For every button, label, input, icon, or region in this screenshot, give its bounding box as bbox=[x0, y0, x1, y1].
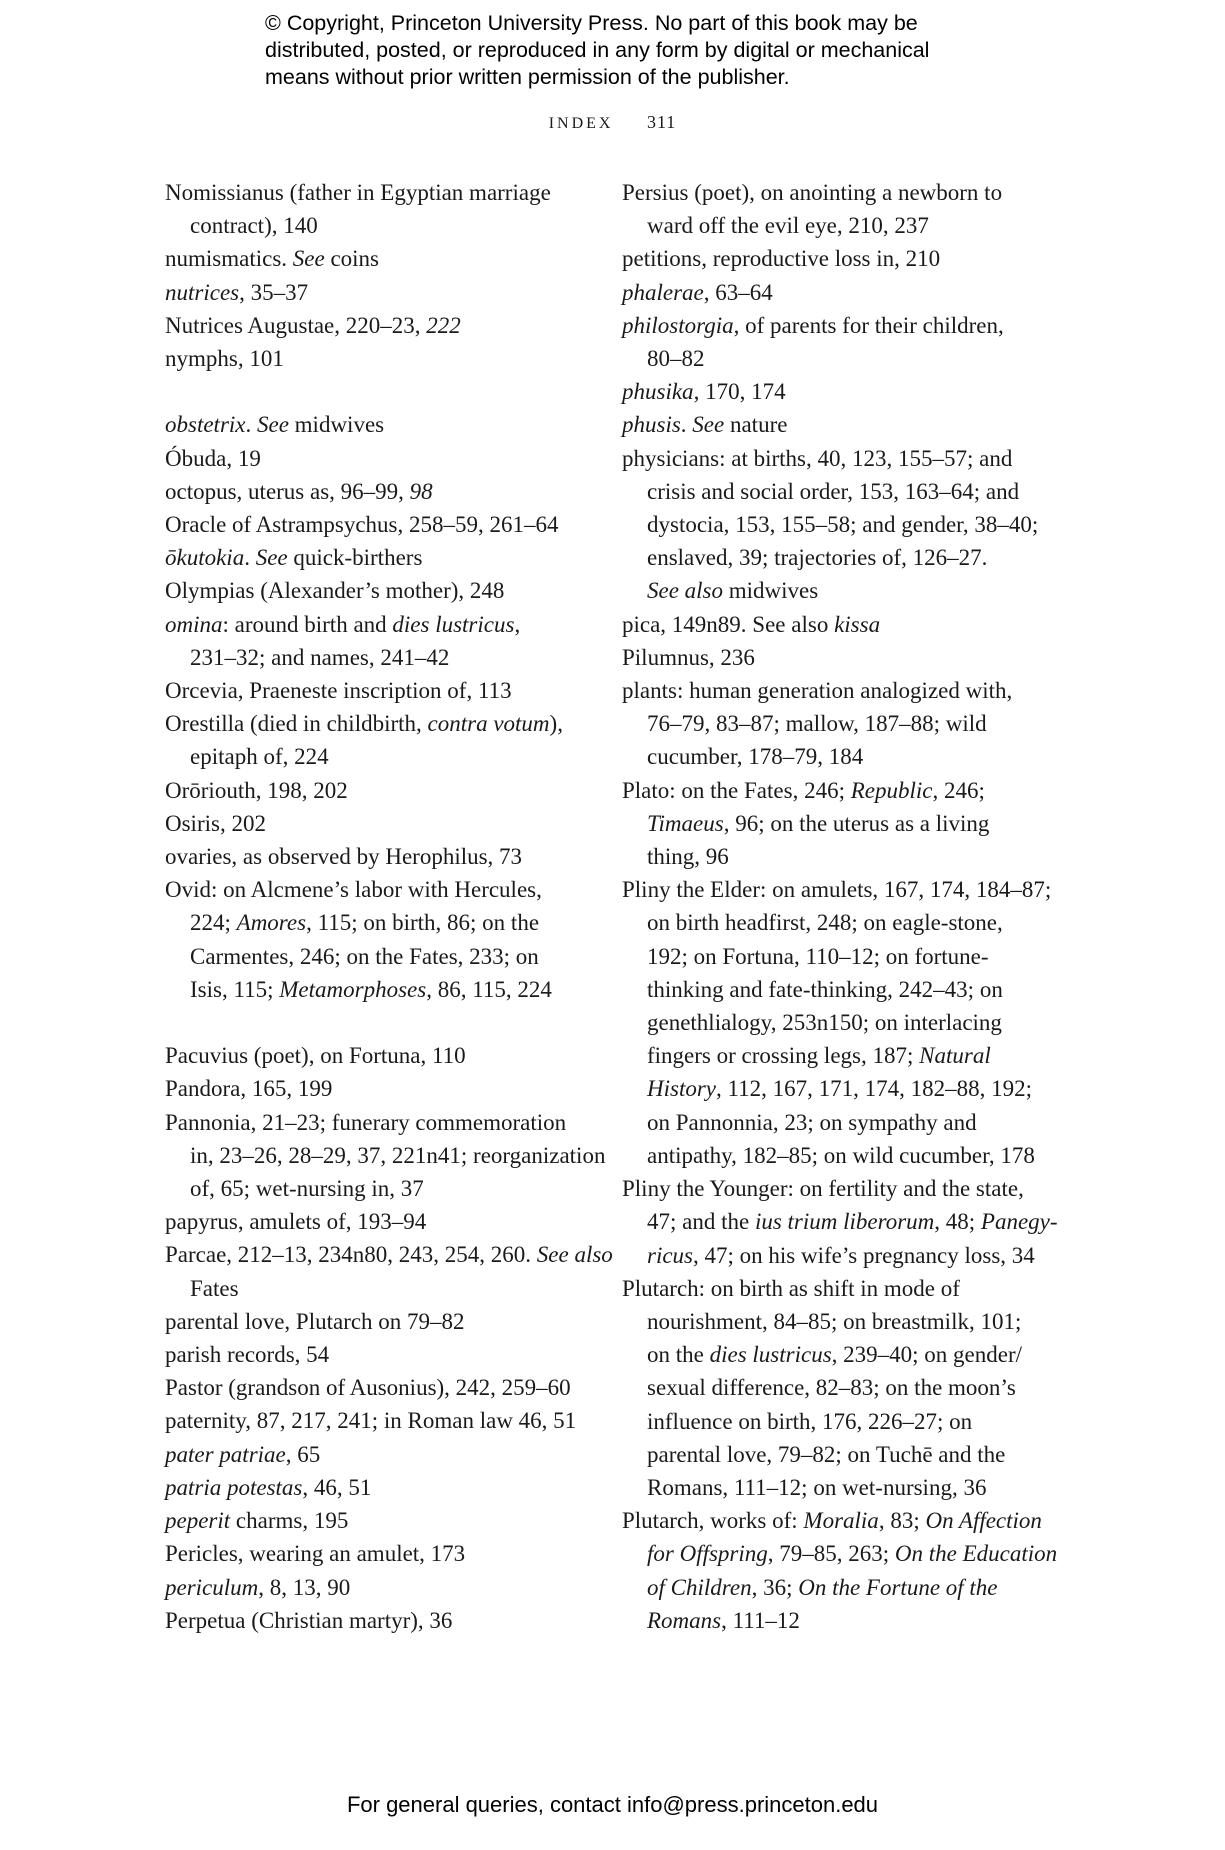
index-text-italic: contra votum bbox=[427, 711, 550, 737]
index-text: plants: human generation analogized with, bbox=[622, 678, 1013, 704]
index-entry bbox=[622, 873, 1052, 1172]
index-text: papyrus, amulets of, 193–94 bbox=[165, 1209, 427, 1235]
index-text: ), bbox=[549, 711, 563, 737]
index-entry bbox=[622, 1272, 1042, 1504]
index-text-italic: Panegy- bbox=[980, 1209, 1058, 1235]
index-entry bbox=[165, 1471, 585, 1504]
copyright-line: means without prior written permission of the publisher. bbox=[265, 65, 790, 89]
index-text: ovaries, as observed by Herophilus, 73 bbox=[165, 844, 523, 870]
index-text-italic: dies lustricus bbox=[709, 1342, 832, 1368]
index-entry bbox=[165, 1571, 585, 1604]
index-text-italic: See bbox=[257, 412, 289, 438]
index-entry bbox=[165, 1039, 585, 1072]
index-text-italic: Romans bbox=[647, 1607, 722, 1633]
index-text: midwives bbox=[288, 412, 385, 438]
index-text: quick-birthers bbox=[287, 545, 423, 571]
index-text: in, 23–26, 28–29, 37, 221n41; reorganization bbox=[190, 1142, 606, 1168]
index-text: Plato: on the Fates, 246; bbox=[622, 777, 851, 803]
index-column-left bbox=[165, 176, 613, 1637]
index-text-italic: On the Fortune of the bbox=[798, 1574, 998, 1600]
index-text: , 112, 167, 171, 174, 182–88, 192; bbox=[716, 1076, 1033, 1102]
index-text: , 170, 174 bbox=[693, 379, 786, 405]
index-text: Ovid: on Alcmene’s labor with Hercules, bbox=[165, 877, 542, 903]
index-text: antipathy, 182–85; on wild cucumber, 178 bbox=[647, 1142, 1035, 1168]
index-text: Pliny the Elder: on amulets, 167, 174, 184–87; bbox=[622, 877, 1052, 903]
index-text: nourishment, 84–85; on breastmilk, 101; bbox=[647, 1308, 1022, 1334]
index-text: genethlialogy, 253n150; on interlacing bbox=[647, 1010, 1002, 1036]
footer-contact: For general queries, contact info@press.princeton.edu bbox=[346, 1792, 879, 1817]
index-entry bbox=[165, 276, 585, 309]
index-text: 224; bbox=[190, 910, 237, 936]
index-text: , 86, 115, 224 bbox=[426, 976, 552, 1002]
index-text-italic: phusika bbox=[622, 379, 694, 405]
index-text: Orestilla (died in childbirth, bbox=[165, 711, 428, 737]
index-text: on birth headfirst, 248; on eagle-stone, bbox=[647, 910, 1003, 936]
index-text: Olympias (Alexander’s mother), 248 bbox=[165, 578, 505, 604]
index-text: octopus, uterus as, 96–99, bbox=[165, 478, 410, 504]
index-text: Pandora, 165, 199 bbox=[165, 1076, 333, 1102]
index-text-italic: ōkutokia bbox=[165, 545, 245, 571]
index-text: , 65 bbox=[285, 1441, 321, 1467]
index-text: Persius (poet), on anointing a newborn to bbox=[622, 180, 1003, 205]
index-text: Orcevia, Praeneste inscription of, 113 bbox=[165, 678, 512, 704]
index-text: 47; and the bbox=[647, 1209, 755, 1235]
index-entry bbox=[165, 1106, 606, 1206]
index-entry bbox=[165, 1537, 585, 1570]
index-text: nature bbox=[724, 412, 788, 438]
index-text: , 63–64 bbox=[703, 279, 773, 305]
index-text: , 239–40; on gender/ bbox=[831, 1342, 1022, 1368]
index-text: coins bbox=[324, 246, 380, 272]
index-text: sexual difference, 82–83; on the moon’s bbox=[647, 1375, 1016, 1401]
index-text-italic: peperit bbox=[165, 1508, 231, 1534]
index-text: midwives bbox=[723, 578, 819, 604]
index-text: , 48; bbox=[934, 1209, 981, 1235]
index-text: Perpetua (Christian martyr), 36 bbox=[165, 1607, 453, 1633]
index-text: Nomissianus (father in Egyptian marriage bbox=[165, 180, 551, 205]
index-text-italic: ricus bbox=[647, 1242, 693, 1268]
index-text: cucumber, 178–79, 184 bbox=[647, 744, 864, 770]
index-text-italic: On the Education bbox=[894, 1541, 1058, 1567]
index-column-right bbox=[622, 176, 1058, 1637]
index-text: Pacuvius (poet), on Fortuna, 110 bbox=[165, 1043, 466, 1069]
index-text-italic: See also bbox=[536, 1242, 613, 1268]
index-text-italic: Metamorphoses bbox=[279, 976, 427, 1002]
index-text: on the bbox=[647, 1342, 710, 1368]
index-entry bbox=[622, 309, 1042, 375]
index-entry bbox=[622, 375, 1042, 408]
section-break bbox=[165, 1006, 585, 1039]
index-entry bbox=[165, 707, 585, 773]
index-entry bbox=[165, 1338, 585, 1371]
index-text: enslaved, 39; trajectories of, 126–27. bbox=[647, 545, 988, 571]
index-entry bbox=[622, 408, 1042, 441]
index-text: 76–79, 83–87; mallow, 187–88; wild bbox=[647, 711, 987, 737]
index-text-italic: patria potestas bbox=[165, 1474, 303, 1500]
index-entry bbox=[165, 608, 585, 674]
index-entry bbox=[165, 674, 585, 707]
index-text: crisis and social order, 153, 163–64; and bbox=[647, 478, 1020, 504]
index-text: , bbox=[514, 611, 521, 637]
index-text: . bbox=[245, 412, 257, 438]
index-entry bbox=[165, 1072, 585, 1105]
index-text: . bbox=[244, 545, 256, 571]
index-text: , 111–12 bbox=[721, 1607, 800, 1633]
index-text: influence on birth, 176, 226–27; on bbox=[647, 1408, 973, 1434]
index-text: parental love, 79–82; on Tuchē and the bbox=[647, 1441, 1006, 1467]
index-text: Oracle of Astrampsychus, 258–59, 261–64 bbox=[165, 512, 559, 538]
index-text-italic: periculum bbox=[165, 1574, 259, 1600]
index-text: , 35–37 bbox=[239, 279, 309, 305]
index-entry bbox=[165, 807, 585, 840]
index-text-italic: 98 bbox=[409, 478, 433, 504]
index-text-italic: See bbox=[692, 412, 725, 438]
index-text-italic: nutrices bbox=[165, 279, 240, 305]
index-text: Orōriouth, 198, 202 bbox=[165, 777, 348, 803]
index-entry bbox=[165, 840, 585, 873]
section-break bbox=[165, 375, 585, 408]
index-text: paternity, 87, 217, 241; in Roman law 46, 51 bbox=[165, 1408, 577, 1434]
index-entry bbox=[165, 1438, 585, 1471]
index-entry bbox=[165, 1371, 585, 1404]
index-text: parish records, 54 bbox=[165, 1342, 330, 1368]
index-text: parental love, Plutarch on 79–82 bbox=[165, 1308, 465, 1334]
index-text: contract), 140 bbox=[190, 213, 318, 239]
index-text-italic: philostorgia bbox=[622, 312, 734, 338]
index-text-italic: kissa bbox=[834, 611, 881, 637]
index-text: , of parents for their children, bbox=[733, 312, 1004, 338]
index-text-italic: phalerae bbox=[622, 279, 704, 305]
index-text: ward off the evil eye, 210, 237 bbox=[647, 213, 929, 239]
index-text: : around birth and bbox=[222, 611, 393, 637]
index-text: Nutrices Augustae, 220–23, bbox=[165, 312, 427, 338]
index-text: Óbuda, 19 bbox=[165, 445, 261, 471]
index-text-italic: Natural bbox=[919, 1043, 991, 1069]
index-text: Isis, 115; bbox=[190, 976, 280, 1002]
index-text-italic: History bbox=[647, 1076, 716, 1102]
index-text: physicians: at births, 40, 123, 155–57; and bbox=[622, 445, 1013, 471]
index-text: , 83; bbox=[878, 1508, 926, 1534]
index-text-italic: ius trium liberorum bbox=[754, 1209, 935, 1235]
running-head bbox=[0, 112, 1225, 133]
index-entry bbox=[622, 442, 1042, 608]
index-text: 80–82 bbox=[647, 346, 705, 372]
index-text: Carmentes, 246; on the Fates, 233; on bbox=[190, 943, 539, 969]
index-text: Pilumnus, 236 bbox=[622, 644, 755, 670]
index-text: . bbox=[680, 412, 693, 438]
copyright-notice bbox=[265, 10, 1025, 91]
index-text: , 46, 51 bbox=[302, 1474, 372, 1500]
index-entry bbox=[165, 1238, 613, 1304]
index-entry bbox=[165, 242, 585, 275]
index-text: Plutarch, works of: bbox=[622, 1508, 804, 1534]
index-text: , 8, 13, 90 bbox=[258, 1574, 351, 1600]
index-entry bbox=[165, 342, 585, 375]
index-text: Pannonia, 21–23; funerary commemoration bbox=[165, 1109, 567, 1135]
index-text: of, 65; wet-nursing in, 37 bbox=[190, 1176, 424, 1202]
index-text-italic: obstetrix bbox=[165, 412, 246, 438]
index-text-italic: See bbox=[255, 545, 288, 571]
index-entry bbox=[165, 541, 585, 574]
index-text: , 115; on birth, 86; on the bbox=[306, 910, 540, 936]
index-text: , 47; on his wife’s pregnancy loss, 34 bbox=[693, 1242, 1035, 1268]
index-text: pica, 149n89. See also bbox=[622, 611, 835, 637]
index-entry bbox=[165, 408, 585, 441]
index-text: epitaph of, 224 bbox=[190, 744, 329, 770]
index-text-italic: Moralia bbox=[803, 1508, 879, 1534]
index-text: Plutarch: on birth as shift in mode of bbox=[622, 1275, 960, 1301]
index-text: on Pannonnia, 23; on sympathy and bbox=[647, 1109, 977, 1135]
index-entry bbox=[165, 442, 585, 475]
index-entry bbox=[165, 774, 585, 807]
index-text: Parcae, 212–13, 234n80, 243, 254, 260. bbox=[165, 1242, 537, 1268]
index-text: petitions, reproductive loss in, 210 bbox=[622, 246, 941, 272]
copyright-line: © Copyright, Princeton University Press. No part of this book may be bbox=[265, 11, 918, 35]
index-entry bbox=[622, 674, 1042, 774]
index-text: thing, 96 bbox=[647, 844, 729, 870]
index-text-italic: See also bbox=[647, 578, 724, 604]
index-entry bbox=[622, 774, 1042, 874]
index-text: fingers or crossing legs, 187; bbox=[647, 1043, 920, 1069]
index-entry bbox=[165, 1305, 585, 1338]
index-entry bbox=[165, 176, 585, 242]
index-entry bbox=[165, 475, 585, 508]
index-entry bbox=[165, 1205, 585, 1238]
index-text: Osiris, 202 bbox=[165, 810, 266, 836]
index-entry bbox=[165, 508, 585, 541]
index-entry bbox=[622, 242, 1042, 275]
index-entry bbox=[165, 1604, 585, 1637]
index-entry bbox=[165, 1504, 585, 1537]
index-entry bbox=[622, 176, 1042, 242]
index-text-italic: dies lustricus bbox=[392, 611, 515, 637]
index-text: nymphs, 101 bbox=[165, 346, 284, 372]
index-text-italic: of Children bbox=[647, 1574, 752, 1600]
index-text-italic: phusis bbox=[622, 412, 681, 438]
index-text: dystocia, 153, 155–58; and gender, 38–40; bbox=[647, 512, 1039, 538]
index-entry bbox=[622, 608, 1042, 641]
index-text-italic: See bbox=[292, 246, 325, 272]
index-entry bbox=[165, 873, 585, 1006]
index-text-italic: Amores bbox=[236, 910, 307, 936]
index-text-italic: Republic bbox=[850, 777, 933, 803]
index-text: numismatics. bbox=[165, 246, 293, 272]
index-text: Pericles, wearing an amulet, 173 bbox=[165, 1541, 466, 1567]
index-text: 192; on Fortuna, 110–12; on fortune- bbox=[647, 943, 989, 969]
running-head-title: INDEX bbox=[548, 115, 614, 132]
index-text: , 96; on the uterus as a living bbox=[723, 810, 990, 836]
copyright-line: distributed, posted, or reproduced in any form by digital or mechanical bbox=[265, 38, 930, 62]
index-text-italic: pater patriae bbox=[165, 1441, 286, 1467]
index-entry bbox=[165, 574, 585, 607]
index-text-italic: Timaeus bbox=[647, 810, 724, 836]
index-text: 231–32; and names, 241–42 bbox=[190, 644, 450, 670]
index-text: thinking and fate-thinking, 242–43; on bbox=[647, 976, 1003, 1002]
index-text-italic: omina bbox=[165, 611, 223, 637]
index-entry bbox=[622, 1504, 1058, 1637]
index-text: Pastor (grandson of Ausonius), 242, 259–60 bbox=[165, 1375, 571, 1401]
index-entry bbox=[165, 309, 585, 342]
index-entry bbox=[622, 641, 1042, 674]
index-text: Pliny the Younger: on fertility and the state, bbox=[622, 1176, 1024, 1202]
index-text-italic: 222 bbox=[426, 312, 461, 338]
index-text: Romans, 111–12; on wet-nursing, 36 bbox=[647, 1474, 987, 1500]
index-text: , 246; bbox=[932, 777, 985, 803]
index-text: charms, 195 bbox=[230, 1508, 349, 1534]
index-entry bbox=[622, 276, 1042, 309]
index-text: , 79–85, 263; bbox=[767, 1541, 895, 1567]
index-text-italic: for Offspring bbox=[647, 1541, 768, 1567]
index-text: Fates bbox=[190, 1275, 239, 1301]
index-entry bbox=[622, 1172, 1058, 1272]
index-text-italic: On Affection bbox=[925, 1508, 1042, 1534]
index-entry bbox=[165, 1404, 585, 1437]
index-text: , 36; bbox=[751, 1574, 799, 1600]
page-number: 311 bbox=[646, 112, 677, 132]
